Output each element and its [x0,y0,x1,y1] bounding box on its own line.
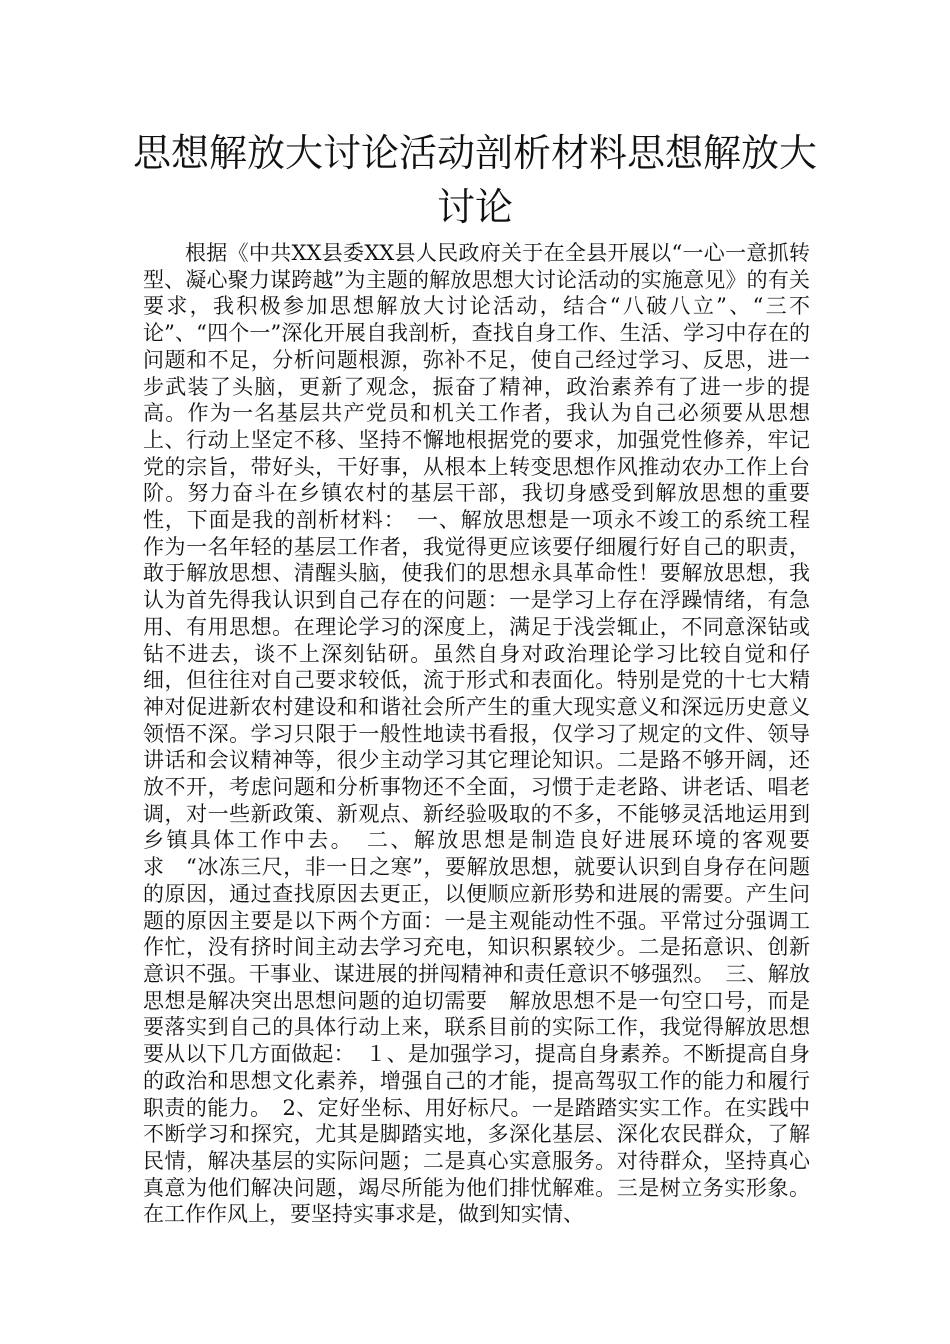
document-body-paragraph: 根据《中共XX县委XX县人民政府关于在全县开展以“一心一意抓转型、凝心聚力谋跨越”为主题的解放思想大讨论活动的实施意见》的有关要求，我积极参加思想解放大讨论活动，结合“八破八立”、“三不论”、“四个一”深化开展自我剖析，查找自身工作、生活、学习中存在的问题和不足，分析问题根源，弥补不足，使自己经过学习、反思，进一步武装了头脑，更新了观念，振奋了精神，政治素养有了进一步的提高。作为一名基层共产党员和机关工作者，我认为自己必须要从思想上、行动上坚定不移、坚持不懈地根据党的要求，加强党性修养，牢记党的宗旨，带好头，干好事，从根本上转变思想作风推动农办工作上台阶。努力奋斗在乡镇农村的基层干部，我切身感受到解放思想的重要性，下面是我的剖析材料： 一、解放思想是一项永不竣工的系统工程 作为一名年轻的基层工作者，我觉得更应该要仔细履行好自己的职责，敢于解放思想、清醒头脑，使我们的思想永具革命性！要解放思想，我认为首先得我认识到自己存在的问题：一是学习上存在浮躁情绪，有急用、有用思想。在理论学习的深度上，满足于浅尝辄止，不同意深钻或钻不进去，谈不上深刻钻研。虽然自身对政治理论学习比较自觉和仔细，但往往对自己要求较低，流于形式和表面化。特别是党的十七大精神对促进新农村建设和和谐社会所产生的重大现实意义和深远历史意义领悟不深。学习只限于一般性地读书看报，仅学习了规定的文件、领导讲话和会议精神等，很少主动学习其它理论知识。二是路不够开阔，还放不开，考虑问题和分析事物还不全面，习惯于走老路、讲老话、唱老调，对一些新政策、新观点、新经验吸取的不多，不能够灵活地运用到乡镇具体工作中去。 二、解放思想是制造良好进展环境的客观要求 “冰冻三尺，非一日之寒”，要解放思想，就要认识到自身存在问题的原因，通过查找原因去更正，以便顺应新形势和进展的需要。产生问题的原因主要是以下两个方面：一是主观能动性不强。平常过分强调工作忙，没有挤时间主动去学习充电，知识积累较少。二是拓意识、创新意识不强。干事业、谋进展的拼闯精神和责任意识不够强烈。 三、解放思想是解决突出思想问题的迫切需要 解放思想不是一句空口号，而是要落实到自己的具体行动上来，联系目前的实际工作，我觉得解放思想要从以下几方面做起： １、是加强学习，提高自身素养。不断提高自身的政治和思想文化素养，增强自己的才能，提高驾驭工作的能力和履行职责的能力。 2、定好坐标、用好标尺。一是踏踏实实工作。在实践中不断学习和探究，尤其是脚踏实地，多深化基层、深化农民群众，了解民情，解决基层的实际问题；二是真心实意服务。对待群众，坚持真心真意为他们解决问题，竭尽所能为他们排忧解难。三是树立务实形象。在工作作风上，要坚持实事求是，做到知实情、 [143,241,831,1227]
document-title: 思想解放大讨论活动剖析材料思想解放大讨论 [132,131,817,229]
